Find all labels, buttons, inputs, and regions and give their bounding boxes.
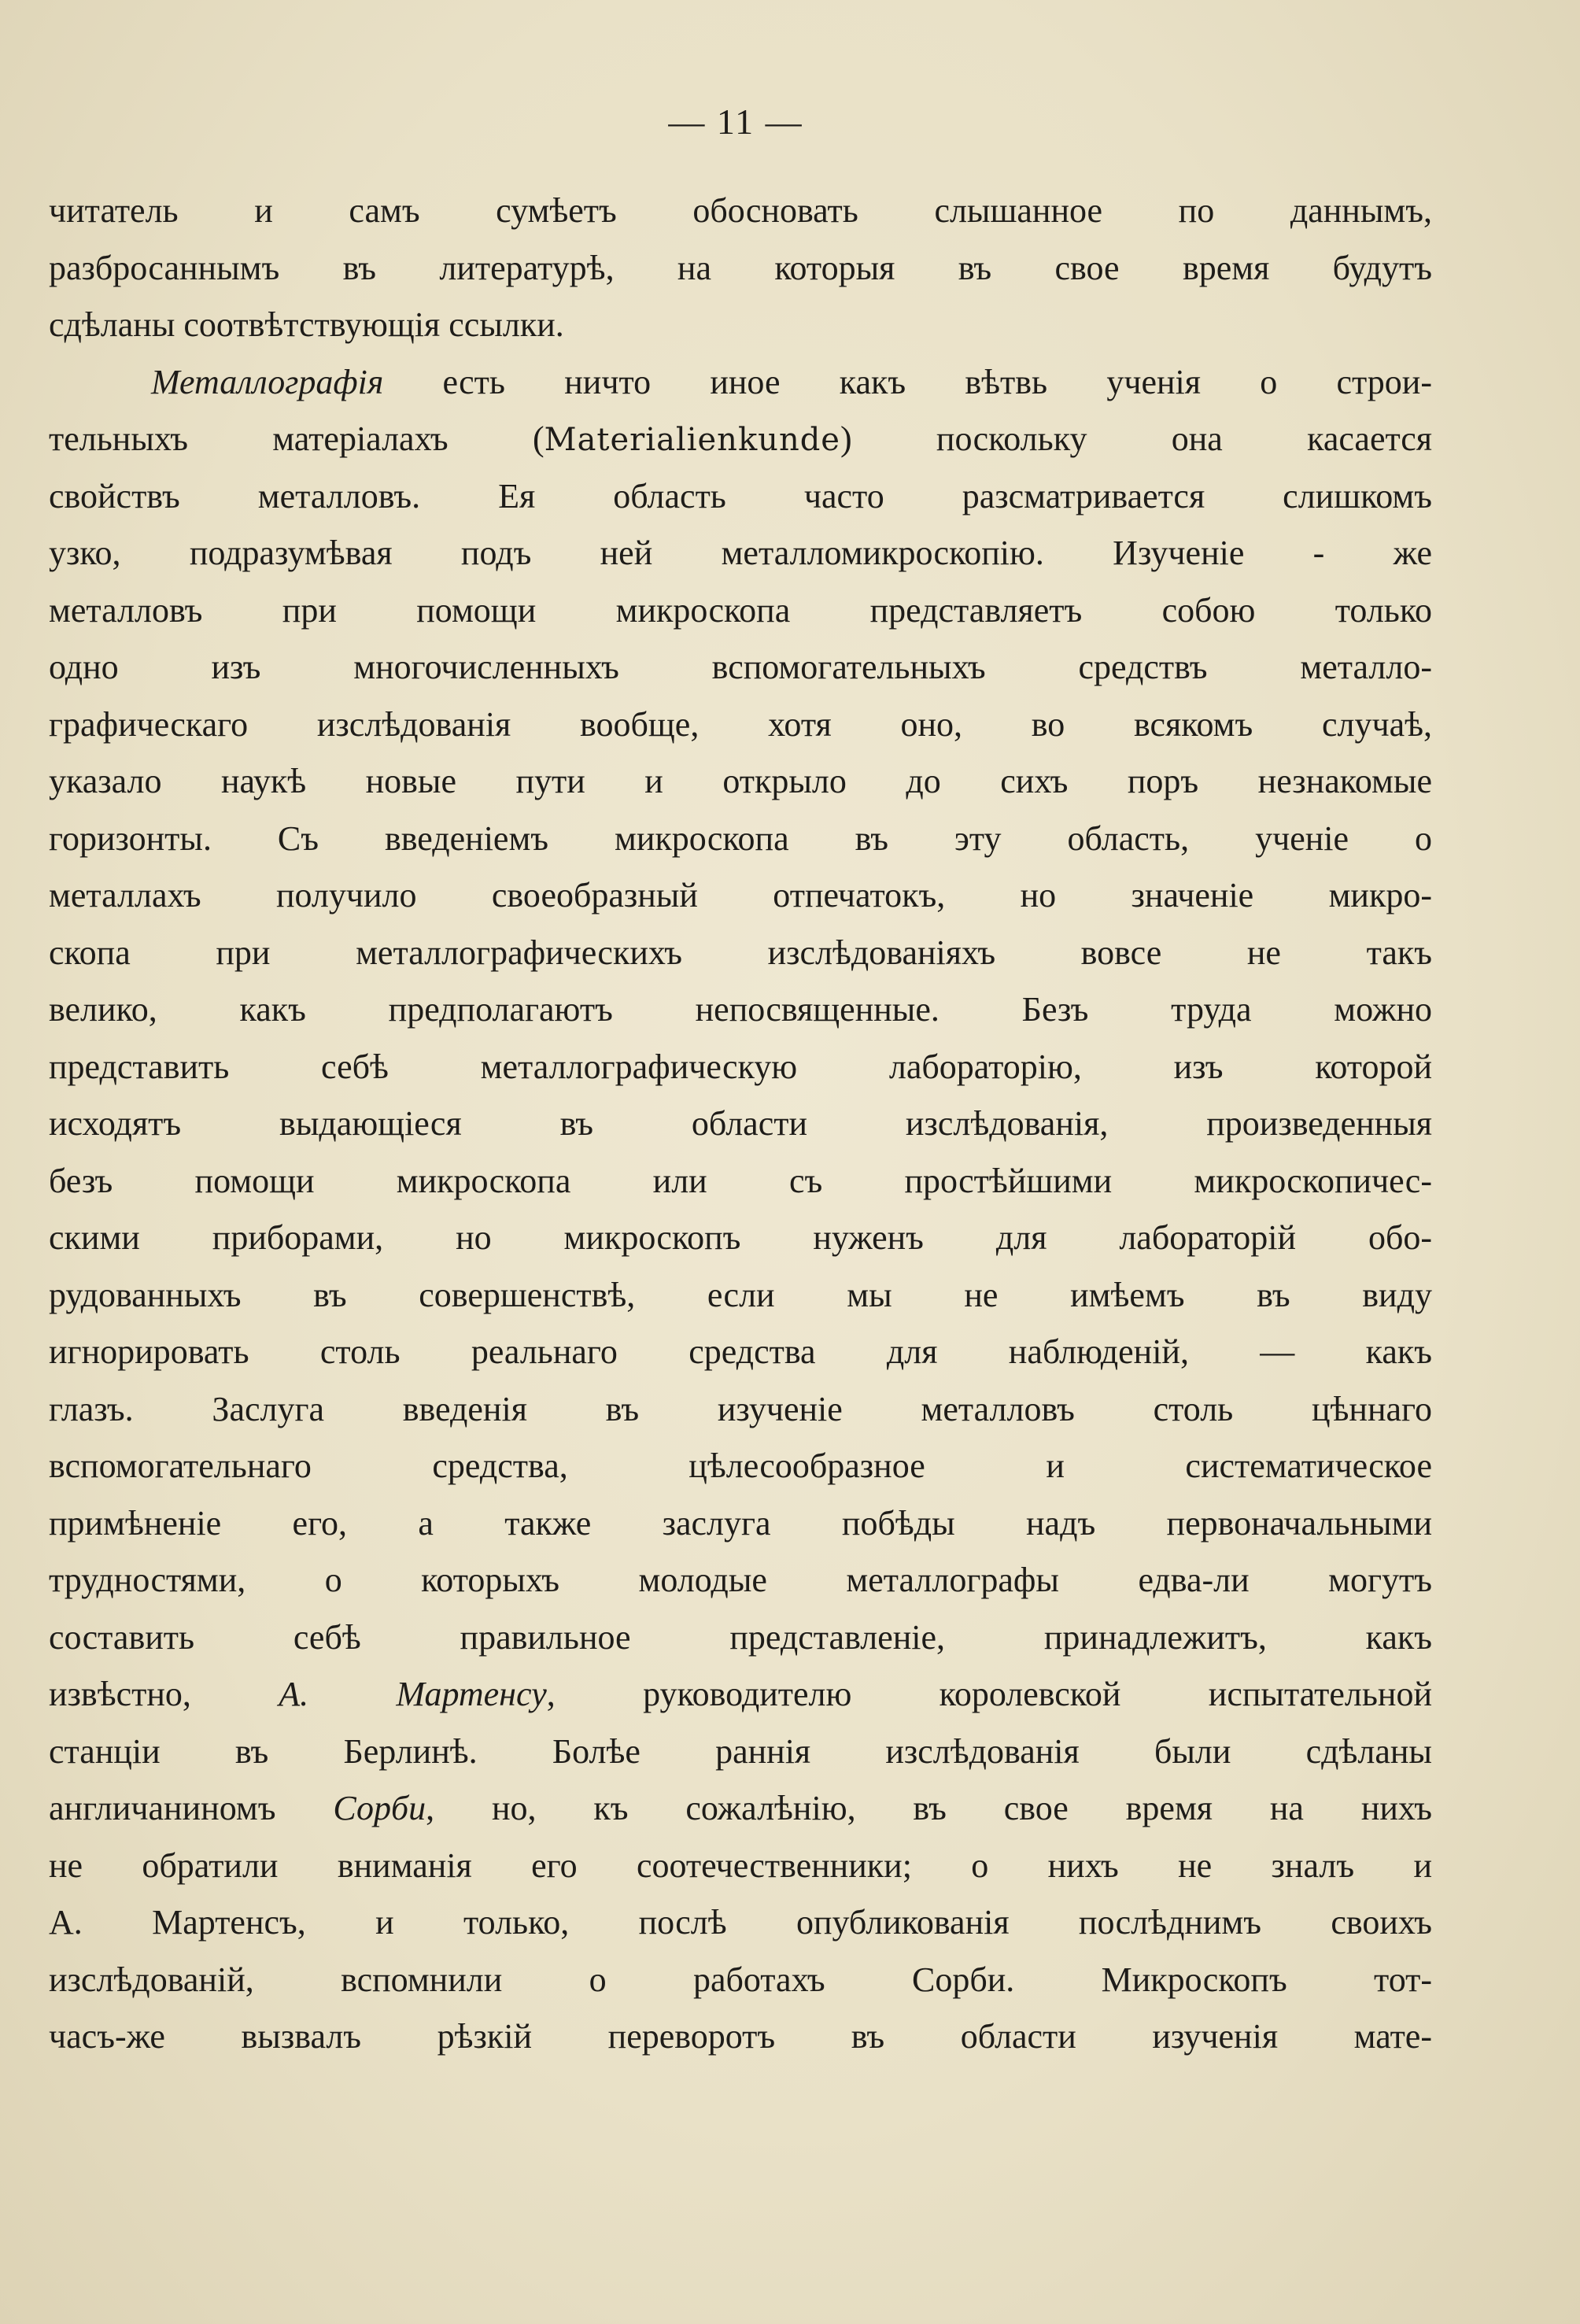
- text-line: часъ-же вызвалъ рѣзкій переворотъ въ области изученія мате-: [49, 2017, 1432, 2056]
- name-sorby: Сорби: [333, 1789, 426, 1827]
- text-line: рудованныхъ въ совершенствѣ, если мы не имѣемъ въ виду: [49, 1275, 1432, 1314]
- text-line: металловъ при помощи микроскопа представляетъ собою только: [49, 590, 1432, 630]
- text-line: скими приборами, но микроскопъ нуженъ для лабораторій обо-: [49, 1218, 1432, 1257]
- text-line: трудностями, о которыхъ молодые металлографы едва-ли могутъ: [49, 1561, 1432, 1599]
- text-line: скопа при металлографическихъ изслѣдованіяхъ вовсе не такъ: [49, 933, 1432, 972]
- text-line: металлахъ получило своеобразный отпечатокъ, но значеніе микро-: [49, 876, 1432, 914]
- text-line: примѣненіе его, а также заслуга побѣды надъ первоначальными: [49, 1503, 1432, 1543]
- text-line: исходятъ выдающіеся въ области изслѣдованія, произведенныя: [49, 1104, 1432, 1143]
- text-line: составить себѣ правильное представленіе, принадлежитъ, какъ: [49, 1617, 1432, 1657]
- text-run: есть ничто иное какъ вѣтвь ученія о строи-: [383, 362, 1432, 401]
- text-line: разбросаннымъ въ литературѣ, на которыя въ свое время будутъ: [49, 248, 1432, 287]
- text-line: игнорировать столь реальнаго средства для наблюденій, — какъ: [49, 1332, 1432, 1371]
- text-line: А. Мартенсъ, и только, послѣ опубликованія послѣднимъ своихъ: [49, 1903, 1432, 1942]
- text-line: узко, подразумѣвая подъ ней металломикроскопію. Изученіе - же: [49, 534, 1432, 572]
- text-run: , но, къ сожалѣнію, въ свое время на нихъ: [426, 1789, 1432, 1827]
- page-number: — 11 —: [668, 102, 803, 142]
- text-line: [49, 354, 1432, 412]
- text-line: сдѣланы соотвѣтствующія ссылки.: [49, 305, 564, 344]
- text-line: указало наукѣ новые пути и открыло до сихъ поръ незнакомые: [49, 762, 1432, 800]
- text-line: одно изъ многочисленныхъ вспомогательныхъ средствъ металло-: [49, 648, 1432, 686]
- text-line: [49, 1666, 1432, 1724]
- text-line: не обратили вниманія его соотечественники; о нихъ не зналъ и: [49, 1846, 1432, 1885]
- body-text: [49, 183, 1432, 2066]
- name-martens: А. Мартенсу: [279, 1675, 547, 1713]
- text-line: [49, 411, 1432, 468]
- text-line: представить себѣ металлографическую лабораторію, изъ которой: [49, 1047, 1432, 1086]
- text-line: безъ помощи микроскопа или съ простѣйшими микроскопичес-: [49, 1161, 1432, 1200]
- term-materialienkunde: Materialienkunde: [544, 422, 840, 458]
- text-line: [49, 1780, 1432, 1838]
- text-line: свойствъ металловъ. Ея область часто разсматривается слишкомъ: [49, 476, 1432, 515]
- text-line: велико, какъ предполагаютъ непосвященные. Безъ труда можно: [49, 990, 1432, 1029]
- text-run: извѣстно,: [49, 1675, 279, 1713]
- text-line: горизонты. Съ введеніемъ микроскопа въ эту область, ученіе о: [49, 818, 1432, 858]
- text-line: графическаго изслѣдованія вообще, хотя оно, во всякомъ случаѣ,: [49, 704, 1432, 744]
- text-run: , руководителю королевской испытательной: [546, 1675, 1432, 1713]
- text-line: глазъ. Заслуга введенія въ изученіе металловъ столь цѣннаго: [49, 1389, 1432, 1428]
- text-run: англичаниномъ: [49, 1789, 334, 1827]
- text-run: ) поскольку она касается: [840, 419, 1432, 458]
- text-line: читатель и самъ сумѣетъ обосновать слышанное по даннымъ,: [49, 191, 1432, 230]
- text-run: тельныхъ матеріалахъ (: [49, 419, 545, 458]
- text-line: изслѣдованій, вспомнили о работахъ Сорби. Микроскопъ тот-: [49, 1960, 1432, 1999]
- text-line: вспомогательнаго средства, цѣлесообразное и систематическое: [49, 1446, 1432, 1485]
- text-line: станціи въ Берлинѣ. Болѣе раннія изслѣдованія были сдѣланы: [49, 1731, 1432, 1771]
- term-metallography: Металлографія: [151, 362, 384, 401]
